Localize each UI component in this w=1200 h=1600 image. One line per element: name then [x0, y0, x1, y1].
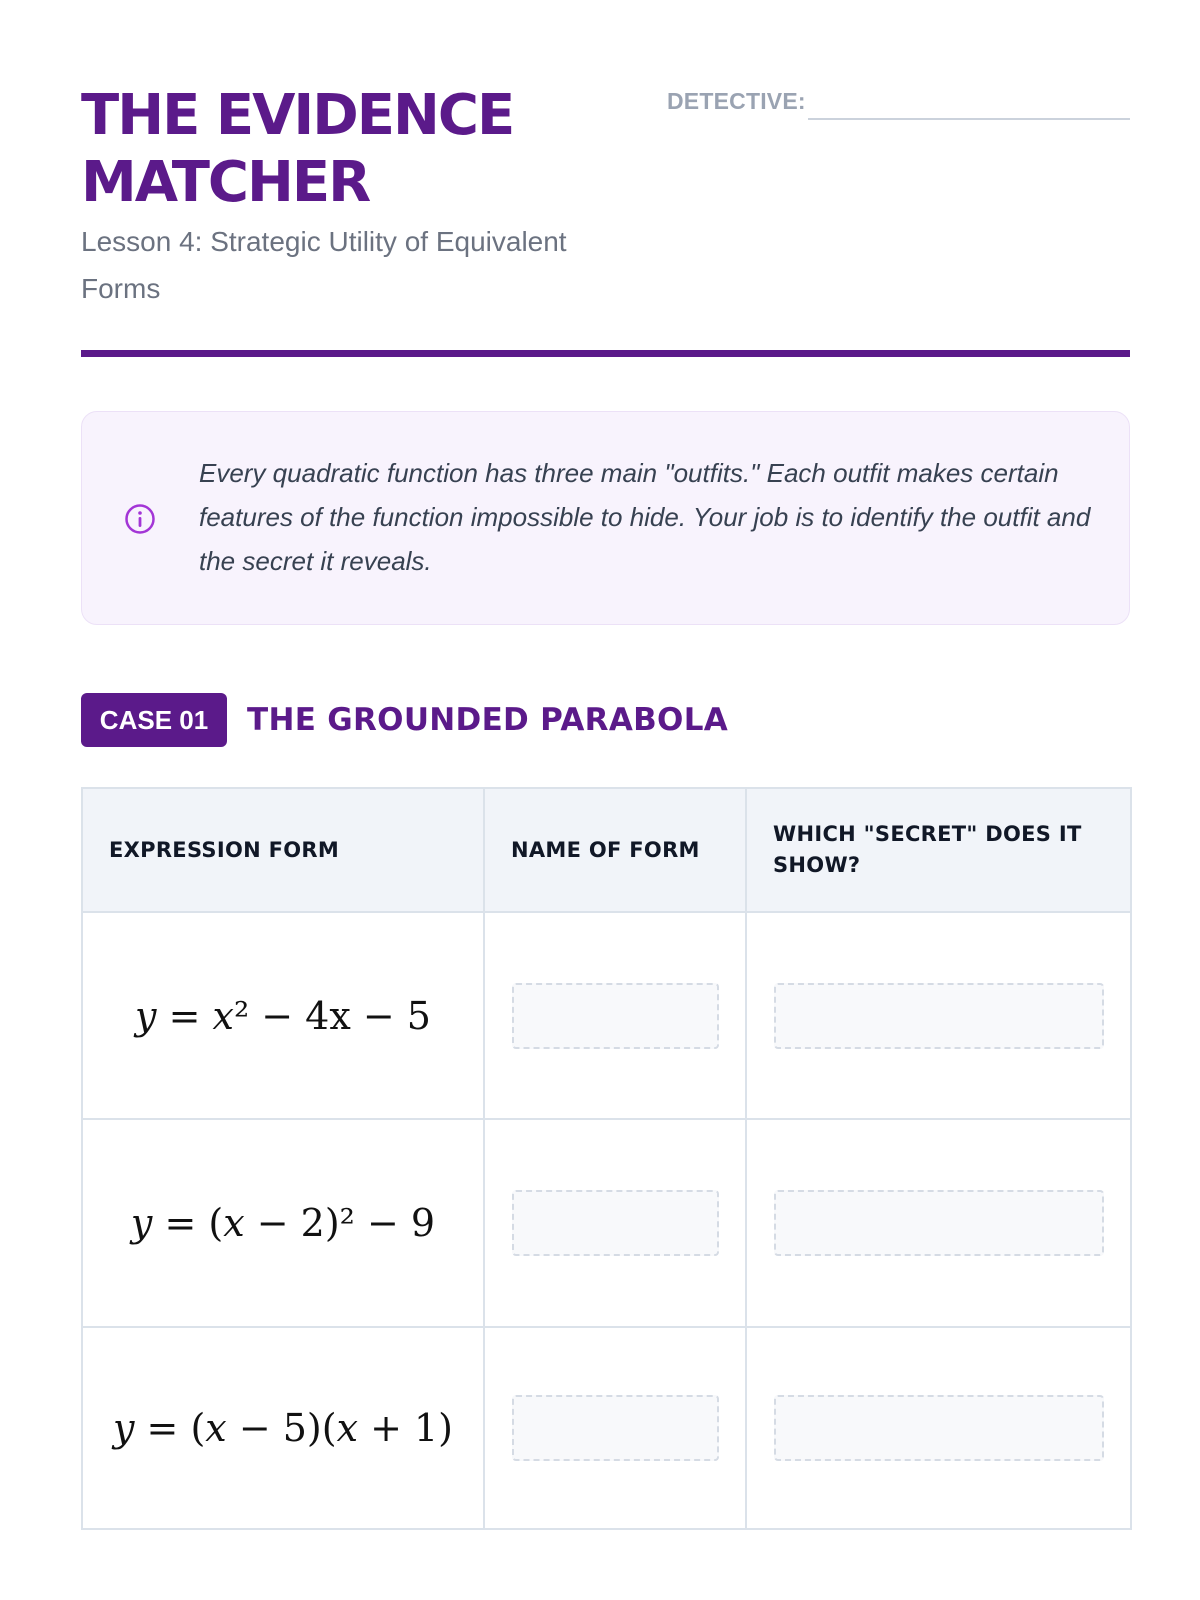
name-answer-box[interactable]	[512, 1190, 719, 1256]
case-heading	[81, 693, 1130, 747]
expression-text: y = (x − 5)(x + 1)	[113, 1406, 453, 1450]
table-row	[82, 1119, 1131, 1327]
worksheet-header	[81, 82, 1130, 352]
worksheet-page	[81, 0, 1130, 1600]
detective-name-field	[667, 88, 1130, 128]
secret-cell	[746, 1119, 1131, 1327]
table-row	[82, 1327, 1131, 1529]
header-expression-form: EXPRESSION FORM	[82, 788, 484, 912]
evidence-table	[81, 787, 1132, 1530]
detective-label: DETECTIVE:	[667, 88, 806, 114]
expression-cell	[82, 912, 484, 1119]
table-header-row	[82, 788, 1131, 912]
secret-answer-box[interactable]	[774, 1190, 1104, 1256]
table-row	[82, 912, 1131, 1119]
name-answer-box[interactable]	[512, 1395, 719, 1461]
case-badge: CASE 01	[81, 693, 227, 747]
info-callout	[81, 411, 1130, 625]
expression-text: y = x² − 4x − 5	[135, 993, 431, 1038]
lesson-subtitle: Lesson 4: Strategic Utility of Equivalent Forms	[81, 226, 567, 304]
name-cell	[484, 1327, 746, 1529]
info-circle-icon	[124, 503, 156, 535]
expression-cell	[82, 1327, 484, 1529]
worksheet-title	[81, 82, 641, 216]
secret-answer-box[interactable]	[774, 983, 1104, 1049]
secret-cell	[746, 912, 1131, 1119]
header-which-secret: WHICH "SECRET" DOES IT SHOW?	[746, 788, 1131, 912]
secret-cell	[746, 1327, 1131, 1529]
info-text: Every quadratic function has three main "outfits." Each outfit makes certain features of the function impossible to hide. Your job is to identify the outfit and the secret it reveals.	[199, 458, 1091, 576]
name-cell	[484, 1119, 746, 1327]
detective-name-line[interactable]	[808, 118, 1130, 120]
header-divider	[81, 350, 1130, 357]
case-title: THE GROUNDED PARABOLA	[247, 702, 729, 738]
title-line-2: MATCHER	[81, 150, 370, 215]
secret-answer-box[interactable]	[774, 1395, 1104, 1461]
name-answer-box[interactable]	[512, 983, 719, 1049]
name-cell	[484, 912, 746, 1119]
title-line-1: THE EVIDENCE	[81, 83, 514, 148]
expression-cell	[82, 1119, 484, 1327]
expression-text: y = (x − 2)² − 9	[130, 1201, 436, 1245]
header-name-of-form: NAME OF FORM	[484, 788, 746, 912]
